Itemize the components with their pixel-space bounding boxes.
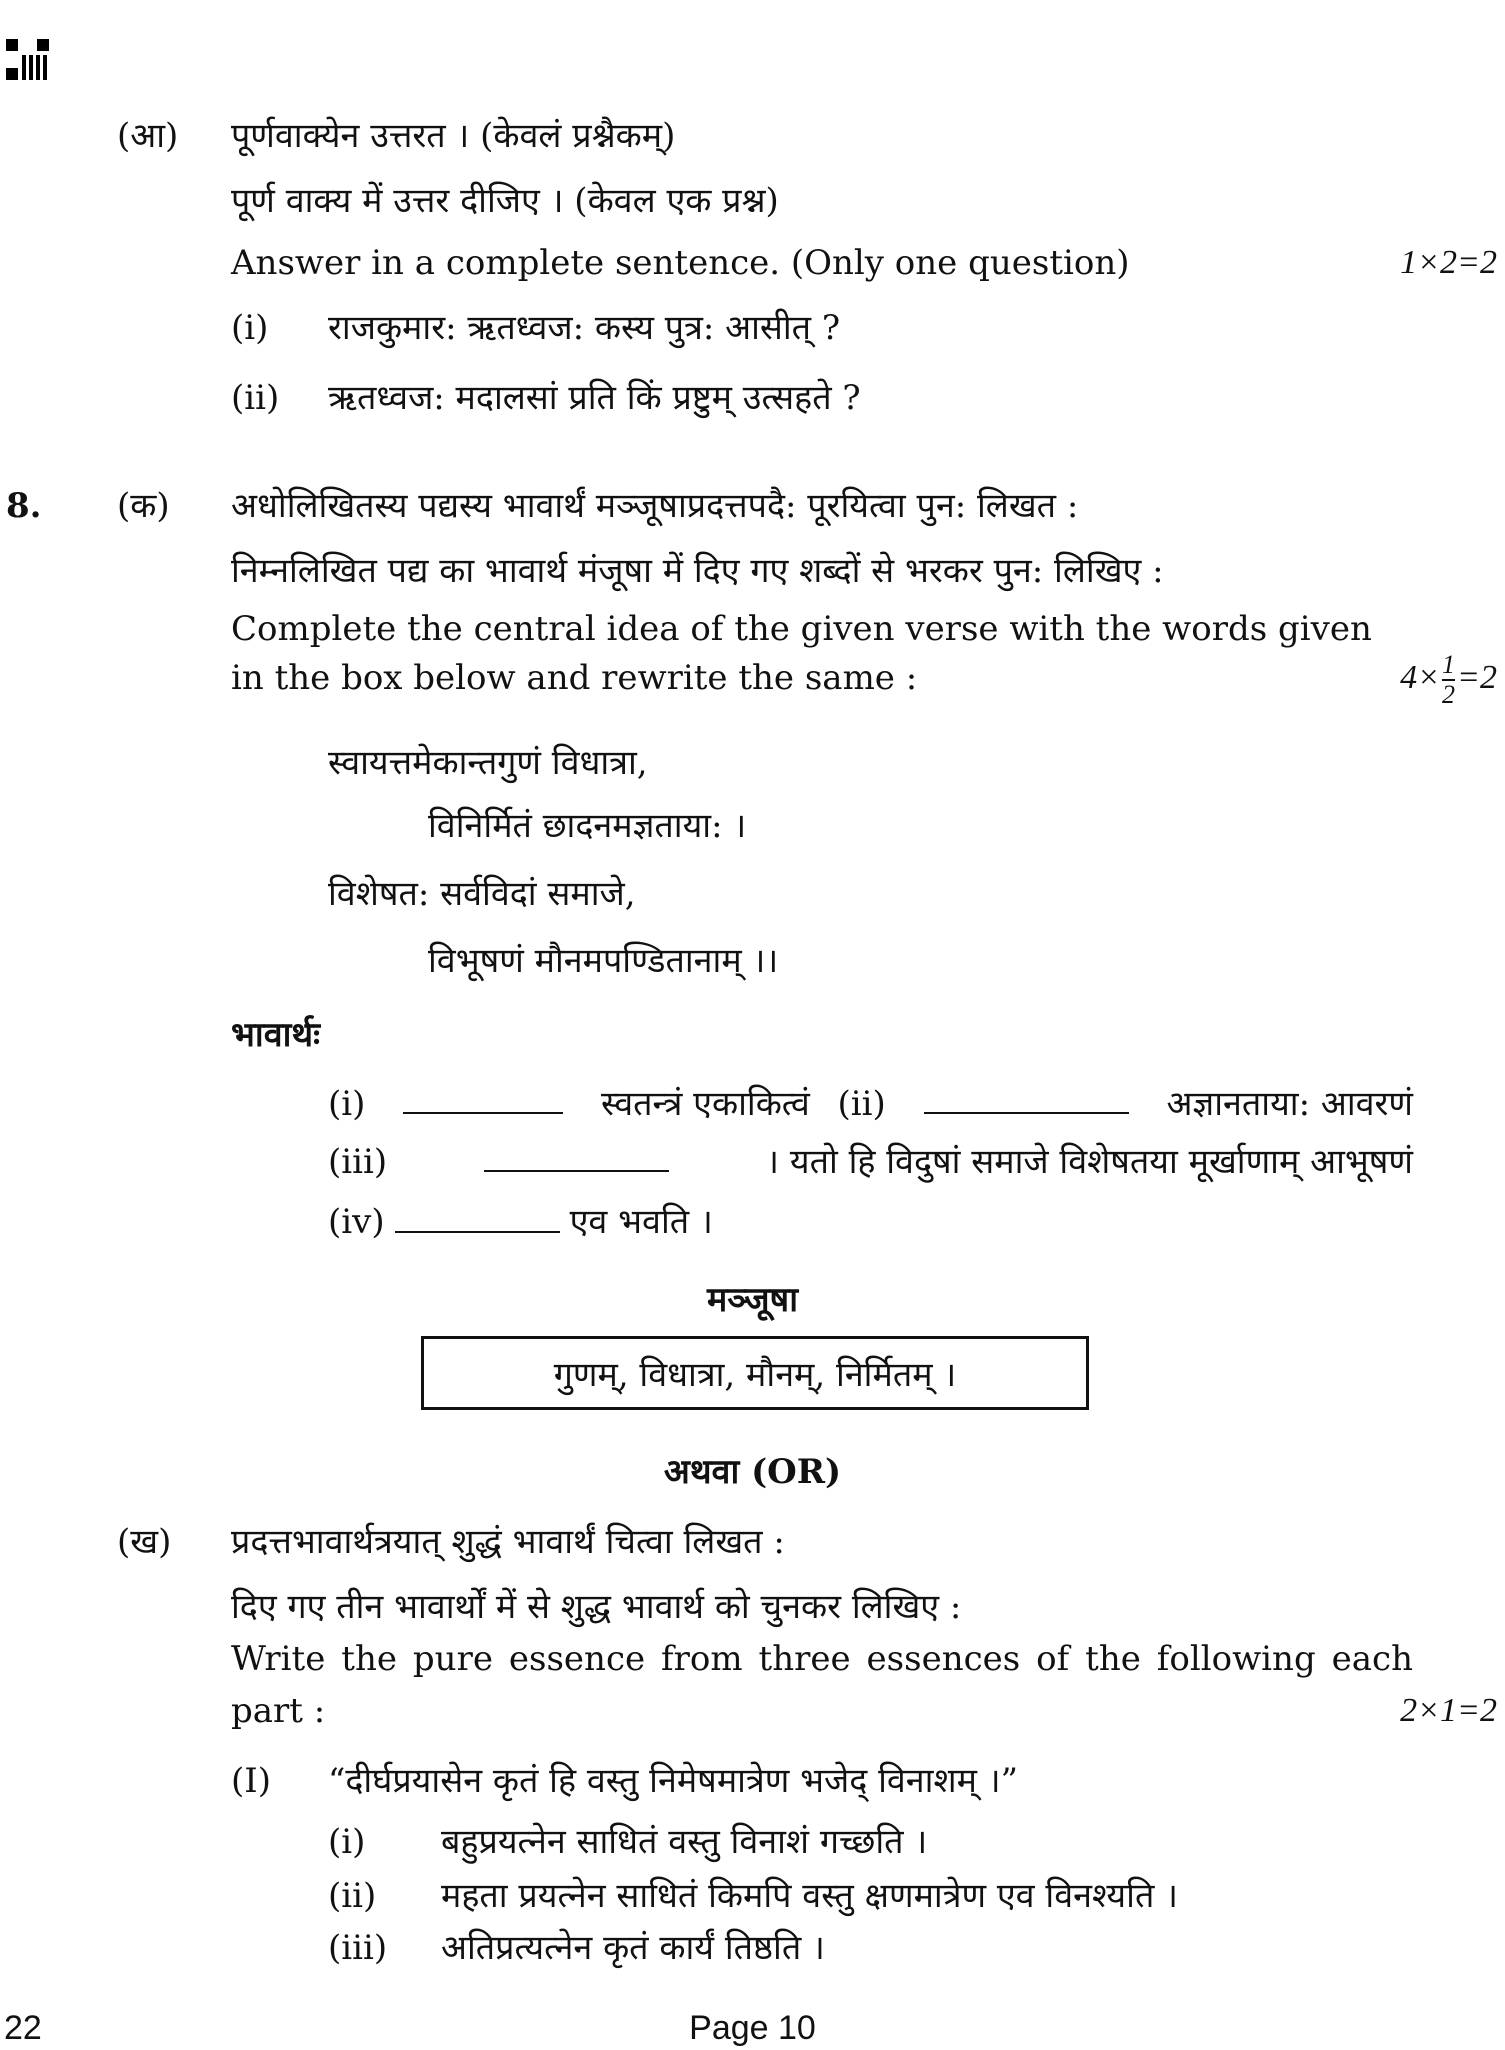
- bhavartha-text: स्वतन्त्रं एकाकित्वं: [601, 1084, 810, 1124]
- qr-code-icon: [6, 39, 49, 80]
- instruction-sanskrit: पूर्णवाक्येन उत्तरत । (केवलं प्रश्नैकम्): [231, 116, 676, 156]
- fraction-numerator: 1: [1442, 650, 1456, 680]
- bhavartha-line: [328, 1082, 1413, 1126]
- blank[interactable]: [484, 1140, 669, 1172]
- question-number: (ii): [231, 378, 280, 418]
- item-text: “दीर्घप्रयासेन कृतं हि वस्तु निमेषमात्रेण भजेद् विनाशम् ।”: [328, 1761, 1019, 1801]
- verse-line: विशेषत: सर्वविदां समाजे,: [328, 874, 636, 914]
- instruction-hindi: निम्नलिखित पद्य का भावार्थ मंजूषा में दिए गए शब्दों से भरकर पुन: लिखिए :: [231, 551, 1164, 591]
- fraction-denominator: 2: [1442, 680, 1456, 710]
- verse-line: स्वायत्तमेकान्तगुणं विधात्रा,: [328, 743, 648, 783]
- instruction-english: Complete the central idea of the given verse with the words given: [231, 609, 1372, 649]
- marks: 1×2=2: [1400, 244, 1497, 281]
- instruction-english: Answer in a complete sentence. (Only one question): [231, 243, 1130, 283]
- option-text: महता प्रयत्नेन साधितं किमपि वस्तु क्षणमात्रेण एव विनश्यति ।: [441, 1876, 1179, 1916]
- bhavartha-text: एव भवति ।: [569, 1202, 713, 1242]
- word-box-words: गुणम्, विधात्रा, मौनम्, निर्मितम् ।: [553, 1355, 957, 1395]
- marks-prefix: 4×: [1400, 659, 1441, 696]
- part-label: (ख): [117, 1522, 172, 1562]
- instruction-english: in the box below and rewrite the same :: [231, 658, 918, 698]
- instruction-hindi: दिए गए तीन भावार्थों में से शुद्ध भावार्थ को चुनकर लिखिए :: [231, 1587, 962, 1627]
- word-box: [421, 1336, 1089, 1410]
- section-label: (आ): [117, 116, 179, 156]
- blank-num: (i): [328, 1084, 366, 1124]
- blank[interactable]: [924, 1082, 1129, 1114]
- blank[interactable]: [403, 1082, 563, 1114]
- blank-num: (ii): [837, 1084, 886, 1124]
- option-text: अतिप्रत्यत्नेन कृतं कार्यं तिष्ठति ।: [441, 1928, 825, 1968]
- bhavartha-line: [328, 1200, 713, 1244]
- bhavartha-line: [328, 1140, 1413, 1184]
- bhavartha-text: अज्ञानताया: आवरणं: [1166, 1084, 1413, 1124]
- fraction: [1442, 651, 1455, 709]
- instruction-sanskrit: प्रदत्तभावार्थत्रयात् शुद्धं भावार्थं चित्वा लिखत :: [231, 1522, 785, 1562]
- option-number: (i): [328, 1822, 366, 1862]
- bhavartha-text: । यतो हि विदुषां समाजे विशेषतया मूर्खाणाम् आभूषणं: [766, 1142, 1413, 1182]
- instruction-english: Write the pure essence from three essences of the following each: [231, 1639, 1413, 1679]
- footer-page: Page 10: [689, 2009, 816, 2047]
- part-label: (क): [117, 486, 170, 526]
- question-text: राजकुमार: ऋतध्वज: कस्य पुत्र: आसीत् ?: [328, 308, 841, 348]
- blank-num: (iv): [328, 1202, 385, 1242]
- blank-num: (iii): [328, 1142, 388, 1182]
- question-number: (i): [231, 308, 269, 348]
- blank[interactable]: [395, 1201, 560, 1233]
- marks-suffix: =2: [1457, 659, 1497, 696]
- question-number: 8.: [6, 486, 42, 526]
- instruction-sanskrit: अधोलिखितस्य पद्यस्य भावार्थं मञ्जूषाप्रदत्तपदै: पूरयित्वा पुन: लिखत :: [231, 486, 1079, 526]
- bhavartha-label: भावार्थः: [231, 1015, 321, 1055]
- or-label: अथवा (OR): [663, 1452, 842, 1492]
- instruction-english: part :: [231, 1691, 326, 1731]
- word-box-title: मञ्जूषा: [706, 1280, 799, 1320]
- question-text: ऋतध्वज: मदालसां प्रति किं प्रष्टुम् उत्सहते ?: [328, 378, 861, 418]
- verse-line: विनिर्मितं छादनमज्ञताया: ।: [428, 806, 747, 846]
- instruction-hindi: पूर्ण वाक्य में उत्तर दीजिए । (केवल एक प्रश्न): [231, 181, 779, 221]
- option-text: बहुप्रयत्नेन साधितं वस्तु विनाशं गच्छति ।: [441, 1822, 928, 1862]
- verse-line: विभूषणं मौनमपण्डितानाम् ।।: [428, 941, 779, 981]
- option-number: (iii): [328, 1928, 388, 1968]
- item-number: (I): [231, 1761, 271, 1801]
- marks: 2×1=2: [1400, 1692, 1497, 1729]
- option-number: (ii): [328, 1876, 377, 1916]
- footer-code: 22: [4, 2009, 42, 2047]
- marks: [1400, 640, 1497, 716]
